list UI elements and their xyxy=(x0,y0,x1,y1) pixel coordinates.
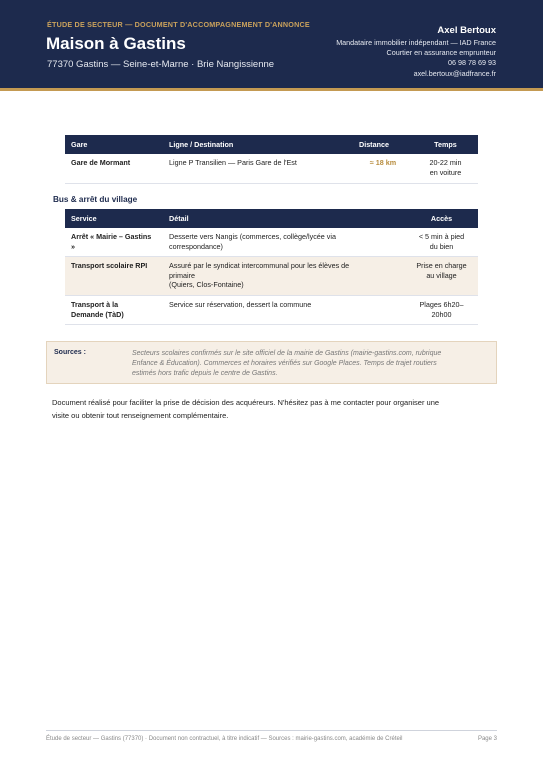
train-station-table xyxy=(65,135,478,184)
sources-label: Sources : xyxy=(54,349,86,356)
closing-paragraph: Document réalisé pour faciliter la prise de décision des acquéreurs. N'hésitez pas à me contacter pour organiser une visite ou obtenir tout renseignement complémentaire. xyxy=(52,398,440,420)
agent-phone: 06 98 78 69 93 xyxy=(448,58,496,68)
table-row xyxy=(65,257,478,296)
service-name: Transport à la Demande (TàD) xyxy=(65,295,163,324)
service-access: < 5 min à pied du bien xyxy=(405,228,478,257)
table-header-row xyxy=(65,209,478,228)
footer-text: Étude de secteur — Gastins (77370) · Document non contractuel, à titre indicatif — Sources : mairie-gastins.com, académie de Créteil xyxy=(46,736,403,742)
bus-section-title: Bus & arrêt du village xyxy=(53,195,138,204)
table-row xyxy=(65,295,478,324)
agent-contact-block xyxy=(336,25,496,79)
service-access: Prise en charge au village xyxy=(405,257,478,296)
agent-insurance-role: Courtier en assurance emprunteur xyxy=(386,48,496,58)
line-destination: Ligne P Transilien — Paris Gare de l'Est xyxy=(163,154,353,183)
column-header-gare: Gare xyxy=(65,135,163,154)
agent-role: Mandataire immobilier indépendant — IAD France xyxy=(336,38,496,47)
agent-email: axel.bertoux@iadfrance.fr xyxy=(413,68,496,78)
column-header-temps: Temps xyxy=(413,135,478,154)
footer-divider xyxy=(46,730,497,731)
column-header-acces: Accès xyxy=(405,209,478,228)
station-name: Gare de Mormant xyxy=(65,154,163,183)
service-detail: Desserte vers Nangis (commerces, collège/lycée via correspondance) xyxy=(163,228,405,257)
service-detail: Service sur réservation, dessert la commune xyxy=(163,295,405,324)
agent-name: Axel Bertoux xyxy=(437,25,496,36)
document-kicker: ÉTUDE DE SECTEUR — DOCUMENT D'ACCOMPAGNEMENT D'ANNONCE xyxy=(47,20,310,29)
page-subtitle: 77370 Gastins — Seine-et-Marne · Brie Nangissienne xyxy=(47,59,275,70)
column-header-distance: Distance xyxy=(353,135,413,154)
table-row xyxy=(65,154,478,183)
service-name: Transport scolaire RPI xyxy=(65,257,163,296)
service-detail: Assuré par le syndicat intercommunal pour les élèves de primaire (Quiers, Clos-Fontaine) xyxy=(163,257,405,296)
page-title: Maison à Gastins xyxy=(46,34,186,53)
table-header-row xyxy=(65,135,478,154)
bus-services-table xyxy=(65,209,478,325)
sources-note xyxy=(46,341,497,384)
table-row xyxy=(65,228,478,257)
service-name: Arrêt « Mairie – Gastins » xyxy=(65,228,163,257)
header-gold-rule xyxy=(0,88,543,91)
column-header-service: Service xyxy=(65,209,163,228)
column-header-detail: Détail xyxy=(163,209,405,228)
sources-text: Secteurs scolaires confirmés sur le site officiel de la mairie de Gastins (mairie-gastins.com, rubrique Enfance & Éducation). Commerces et horaires vérifiés sur Google Places. Temps de trajet routiers estimés hors trafic depuis le centre de Gastins. xyxy=(132,350,442,377)
service-access: Plages 6h20–20h00 xyxy=(405,295,478,324)
page-number: Page 3 xyxy=(477,736,497,742)
station-distance: ≈ 18 km xyxy=(353,154,413,183)
travel-time: 20-22 min en voiture xyxy=(413,154,478,183)
column-header-ligne: Ligne / Destination xyxy=(163,135,353,154)
